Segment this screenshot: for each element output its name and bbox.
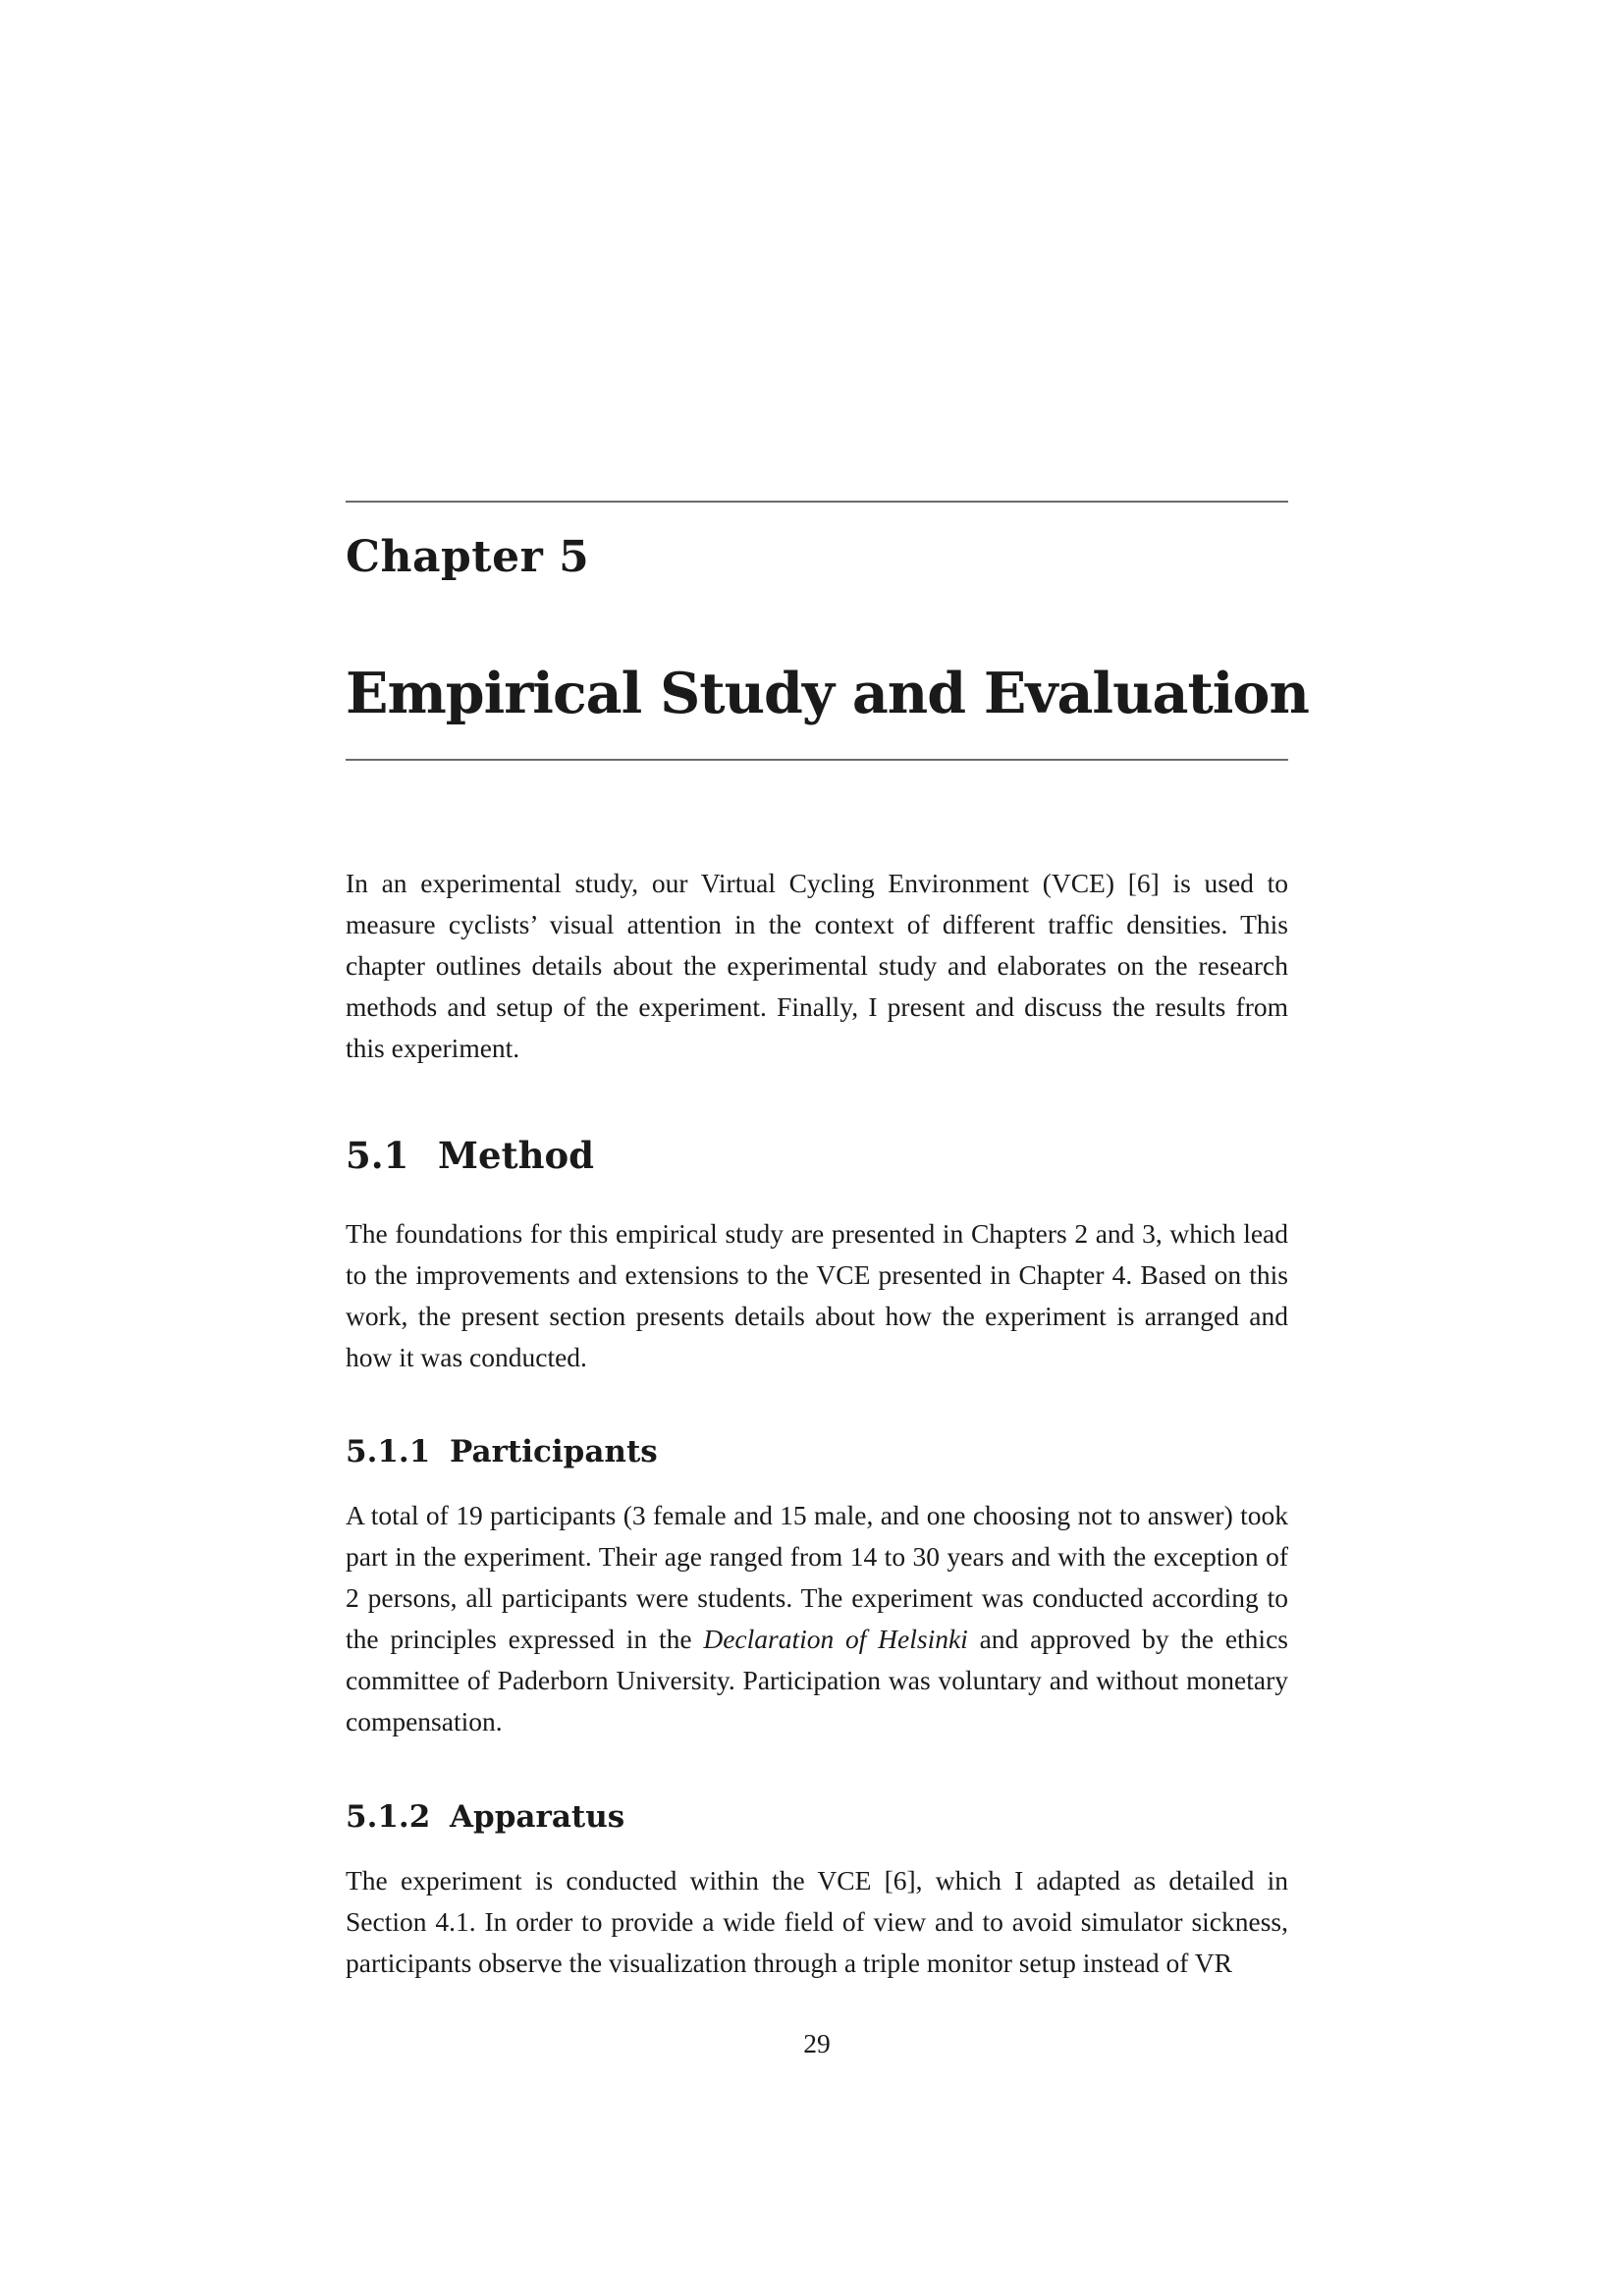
subsection-title: Apparatus [450,1799,625,1835]
subsection-heading-apparatus [346,1796,624,1838]
participants-text-before: A total of 19 participants (3 female and 15 male, and one choosing not to answer) took part in the experiment. Their age ranged from 14 to 30 years and with the exception of 2 persons, all participants were students. The experiment was conducted according to the principles expressed in the [346,1500,1288,1654]
section-title: Method [438,1134,595,1177]
method-paragraph: The foundations for this empirical study are presented in Chapters 2 and 3, which lead to the improvements and extensions to the VCE presented in Chapter 4. Based on this work, the present section presents details about how the experiment is arranged and how it was conducted. [346,1218,1288,1372]
subsection-heading-participants [346,1431,658,1472]
participants-text-after: and approved by the ethics committee of Paderborn University. Participation was voluntary and without monetary compensation. [346,1624,1288,1736]
chapter-title: Empirical Study and Evaluation [346,661,1309,726]
chapter-bottom-rule [346,759,1288,761]
subsection-number: 5.1.1 [346,1434,431,1469]
page-number: 29 [803,2028,831,2058]
section-heading-method [346,1132,594,1179]
apparatus-paragraph: The experiment is conducted within the VCE [6], which I adapted as detailed in Section 4.1. In order to provide a wide field of view and to avoid simulator sickness, participants observe the visualization through a triple monitor setup instead of VR [346,1865,1288,1978]
document-page [346,0,1309,2296]
chapter-label: Chapter 5 [346,532,590,582]
subsection-title: Participants [450,1434,658,1469]
participants-paragraph [346,1495,1288,1742]
chapter-top-rule [346,501,1288,503]
section-number: 5.1 [346,1134,409,1177]
intro-paragraph: In an experimental study, our Virtual Cycling Environment (VCE) [6] is used to measure cyclists’ visual attention in the context of different traffic densities. This chapter outlines details about the experimental study and elaborates on the research methods and setup of the experiment. Finally, I present and discuss the results from this experiment. [346,868,1288,1063]
declaration-emphasis: Declaration of Helsinki [703,1624,968,1654]
subsection-number: 5.1.2 [346,1799,431,1835]
